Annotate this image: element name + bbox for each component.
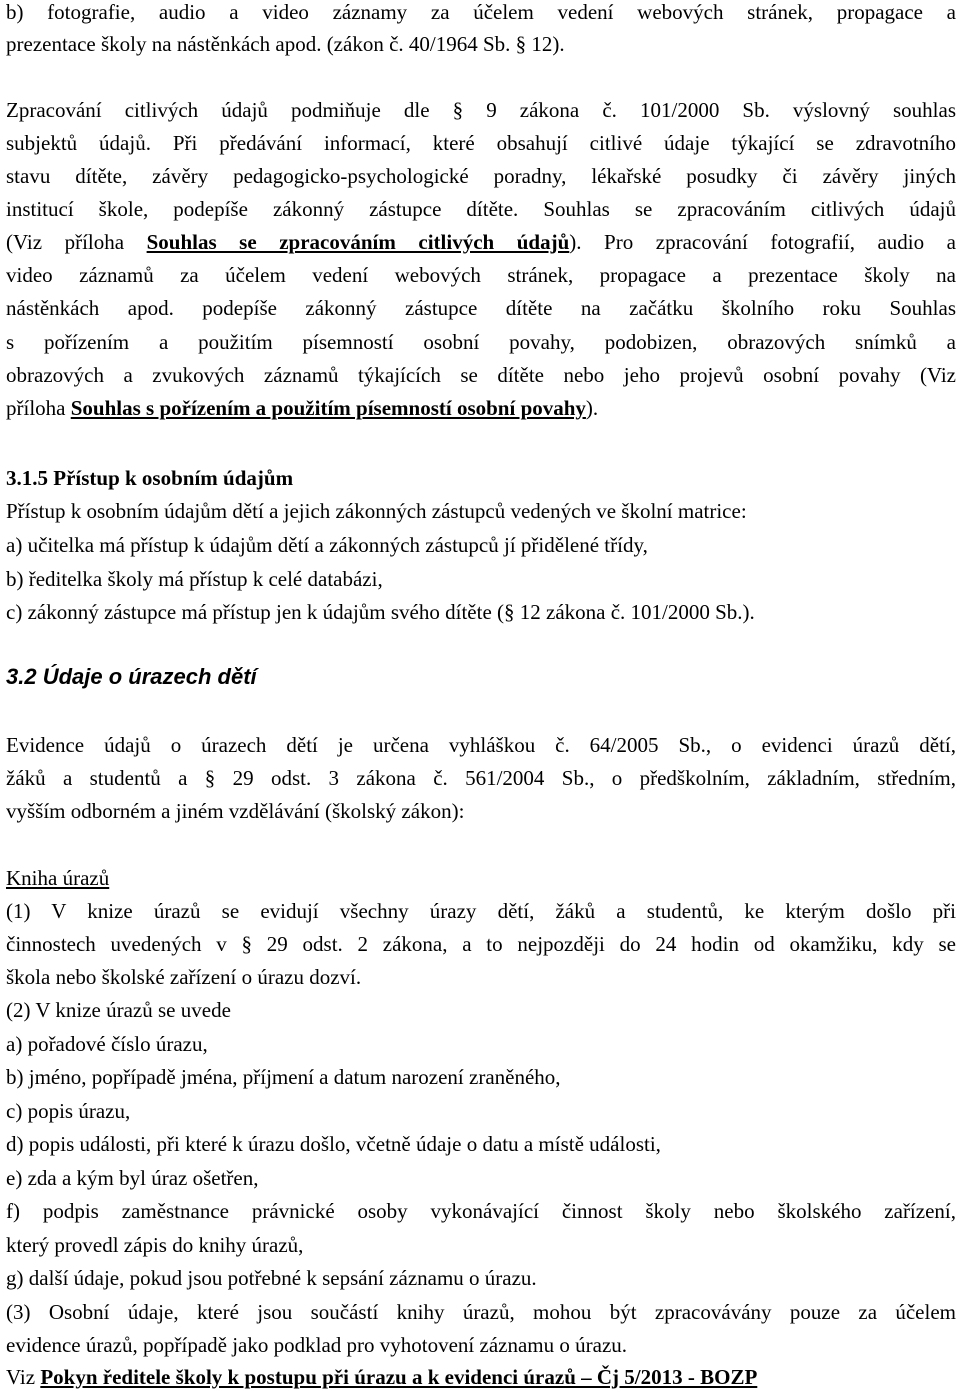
para2-line8: s pořízením a použitím písemností osobní povahy, podobizen, obrazových snímků a bbox=[6, 330, 956, 354]
injury-item-g: g) další údaje, pokud jsou potřebné k sepsání záznamu o úrazu. bbox=[6, 1266, 537, 1290]
para2-line10-text: příloha bbox=[6, 396, 71, 420]
para2-line5 bbox=[6, 227, 956, 257]
para2-line4: institucí škole, podepíše zákonný zástupce dítěte. Souhlas se zpracováním citlivých údajů bbox=[6, 197, 956, 221]
para1-line2: prezentace školy na nástěnkách apod. (zákon č. 40/1964 Sb. § 12). bbox=[6, 32, 565, 56]
para2-line5-text: (Viz příloha bbox=[6, 230, 147, 254]
injury-item-c: c) popis úrazu, bbox=[6, 1099, 131, 1123]
director-instruction-link[interactable]: Pokyn ředitele školy k postupu při úrazu a k evidenci úrazů – Čj 5/2013 - BOZP bbox=[40, 1365, 758, 1389]
para2-line7: nástěnkách apod. podepíše zákonný zástupce dítěte na začátku školního roku Souhlas bbox=[6, 296, 956, 320]
para1-line1: b) fotografie, audio a video záznamy za účelem vedení webových stránek, propagace a bbox=[6, 0, 956, 24]
para2-line3: stavu dítěte, závěry pedagogicko-psychologické poradny, lékařské posudky či závěry jiných bbox=[6, 164, 956, 188]
access-item-c: c) zákonný zástupce má přístup jen k údajům svého dítěte (§ 12 zákona č. 101/2000 Sb.). bbox=[6, 600, 755, 624]
section-315-intro: Přístup k osobním údajům dětí a jejich zákonných zástupců vedených ve školní matrice: bbox=[6, 499, 747, 523]
para2-line10-text2: ). bbox=[585, 396, 599, 420]
section-315-heading: 3.1.5 Přístup k osobním údajům bbox=[6, 466, 294, 490]
para2-line10 bbox=[6, 393, 956, 423]
injury-item-b: b) jméno, popřípadě jména, příjmení a datum narození zraněného, bbox=[6, 1065, 561, 1089]
injury-book-p2: (2) V knize úrazů se uvede bbox=[6, 998, 231, 1022]
para2-line9: obrazových a zvukových záznamů týkajících se dítěte nebo jeho projevů osobní povahy (Viz bbox=[6, 363, 956, 387]
access-item-a: a) učitelka má přístup k údajům dětí a zákonných zástupců jí přidělené třídy, bbox=[6, 533, 648, 557]
consent-personal-documents-link[interactable]: Souhlas s pořízením a použitím písemností osobní povahy bbox=[70, 396, 586, 420]
consent-sensitive-data-link[interactable]: Souhlas se zpracováním citlivých údajů bbox=[146, 230, 570, 254]
injury-item-d: d) popis události, při které k úrazu došlo, včetně údaje o datu a místě události, bbox=[6, 1132, 661, 1156]
injury-book-p3-line1: (3) Osobní údaje, které jsou součástí knihy úrazů, mohou být zpracovávány pouze za účelem bbox=[6, 1300, 956, 1324]
injury-book-viz-line bbox=[6, 1362, 956, 1392]
injury-book-title: Kniha úrazů bbox=[6, 866, 110, 890]
access-item-b: b) ředitelka školy má přístup k celé databázi, bbox=[6, 567, 383, 591]
section-32-heading: 3.2 Údaje o úrazech dětí bbox=[6, 664, 257, 689]
para2-line6: video záznamů za účelem vedení webových stránek, propagace a prezentace školy na bbox=[6, 263, 956, 287]
para2-line5-text2: ). Pro zpracování fotografií, audio a bbox=[569, 230, 956, 254]
viz-label: Viz bbox=[6, 1365, 41, 1389]
injury-item-f-line2: který provedl zápis do knihy úrazů, bbox=[6, 1233, 304, 1257]
section-32-line1: Evidence údajů o úrazech dětí je určena vyhláškou č. 64/2005 Sb., o evidenci úrazů dětí, bbox=[6, 733, 956, 757]
injury-book-p3-line2: evidence úrazů, popřípadě jako podklad pro vyhotovení záznamu o úrazu. bbox=[6, 1333, 628, 1357]
section-32-line3: vyšším odborném a jiném vzdělávání (školský zákon): bbox=[6, 799, 465, 823]
injury-item-f-line1: f) podpis zaměstnance právnické osoby vykonávající činnost školy nebo školského zařízení, bbox=[6, 1199, 956, 1223]
injury-book-p1-line2: činnostech uvedených v § 29 odst. 2 zákona, a to nejpozději do 24 hodin od okamžiku, kdy se bbox=[6, 932, 956, 956]
injury-item-a: a) pořadové číslo úrazu, bbox=[6, 1032, 208, 1056]
injury-item-e: e) zda a kým byl úraz ošetřen, bbox=[6, 1166, 259, 1190]
section-32-line2: žáků a studentů a § 29 odst. 3 zákona č. 561/2004 Sb., o předškolním, základním, středním, bbox=[6, 766, 956, 790]
para2-line1: Zpracování citlivých údajů podmiňuje dle § 9 zákona č. 101/2000 Sb. výslovný souhlas bbox=[6, 98, 956, 122]
injury-book-p1-line3: škola nebo školské zařízení o úrazu dozví. bbox=[6, 965, 362, 989]
injury-book-p1-line1: (1) V knize úrazů se evidují všechny úrazy dětí, žáků a studentů, ke kterým došlo při bbox=[6, 899, 956, 923]
para2-line2: subjektů údajů. Při předávání informací, které obsahují citlivé údaje týkající se zdravotního bbox=[6, 131, 956, 155]
